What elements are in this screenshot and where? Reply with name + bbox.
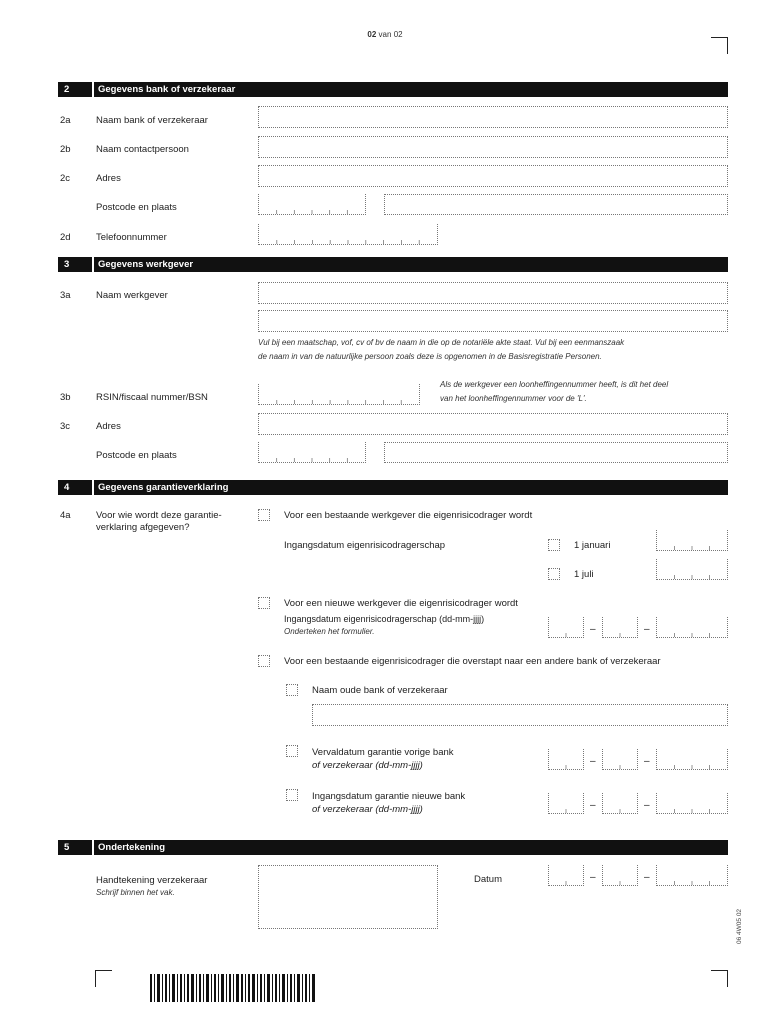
january-year-input[interactable]: [656, 530, 728, 551]
row-3a-label: Naam werkgever: [96, 290, 168, 301]
section-3-header: 3 Gegevens werkgever: [58, 257, 728, 272]
form-code: 06 4W05 02: [736, 908, 743, 944]
row-4a-number: 4a: [60, 510, 71, 521]
contact-person-input[interactable]: [258, 136, 728, 158]
employer-name-input-1[interactable]: [258, 282, 728, 304]
new-guarantee-label: Ingangsdatum garantie nieuwe bank of verzekeraar (dd-mm-jjjj): [312, 791, 466, 815]
january-checkbox[interactable]: [548, 539, 560, 551]
new-guarantee-year-input[interactable]: [656, 793, 728, 814]
row-2b-number: 2b: [60, 144, 71, 155]
section-2-header: 2 Gegevens bank of verzekeraar: [58, 82, 728, 97]
row-2a-number: 2a: [60, 115, 71, 126]
rsin-input[interactable]: [258, 384, 420, 405]
option-switch-bank-label: Voor een bestaande eigenrisicodrager die overstapt naar een andere bank of verzekeraar: [284, 656, 661, 667]
row-4a-question: Voor wie wordt deze garantie- verklaring afgegeven?: [96, 510, 222, 533]
new-employer-day-input[interactable]: [548, 617, 584, 638]
option-existing-employer-checkbox[interactable]: [258, 509, 270, 521]
employer-name-input-2[interactable]: [258, 310, 728, 332]
corner-mark-bottom-left: [95, 970, 112, 987]
phone-number-input[interactable]: [258, 224, 438, 245]
employer-city-input[interactable]: [384, 442, 728, 463]
employer-postcode-label: Postcode en plaats: [96, 450, 177, 461]
new-employer-month-input[interactable]: [602, 617, 638, 638]
row-2d-label: Telefoonnummer: [96, 232, 167, 243]
signature-year-input[interactable]: [656, 865, 728, 886]
row-3c-number: 3c: [60, 421, 71, 432]
option-new-employer-label: Voor een nieuwe werkgever die eigenrisicodrager wordt: [284, 598, 518, 609]
row-3b-label: RSIN/fiscaal nummer/BSN: [96, 392, 208, 403]
option-new-employer-checkbox[interactable]: [258, 597, 270, 609]
date-dash: –: [590, 756, 596, 767]
signature-box[interactable]: [258, 865, 438, 929]
bank-name-input[interactable]: [258, 106, 728, 128]
page-number: 02 van 02: [367, 30, 403, 39]
section-4-header: 4 Gegevens garantieverklaring: [58, 480, 728, 495]
row-2c-label: Adres: [96, 173, 121, 184]
date-dash: –: [590, 800, 596, 811]
date-label: Datum: [474, 874, 502, 885]
july-label: 1 juli: [574, 569, 594, 580]
bank-postcode-input[interactable]: [258, 194, 366, 215]
row-2c-number: 2c: [60, 173, 71, 184]
row-3b-number: 3b: [60, 392, 71, 403]
barcode-icon: [150, 974, 316, 1002]
expiry-month-input[interactable]: [602, 749, 638, 770]
old-bank-checkbox[interactable]: [286, 684, 298, 696]
corner-mark-bottom-right: [711, 970, 728, 987]
option-switch-bank-checkbox[interactable]: [258, 655, 270, 667]
new-guarantee-checkbox[interactable]: [286, 789, 298, 801]
employer-name-note: Vul bij een maatschap, vof, cv of bv de naam in die op de notariële akte staat. Vul bij een eenmanszaak de naam in van de natuurlijke persoon zoals deze is opgenomen in de Basisregistratie Personen.: [258, 338, 625, 361]
start-date-label: Ingangsdatum eigenrisicodragerschap: [284, 540, 446, 551]
signature-day-input[interactable]: [548, 865, 584, 886]
employer-postcode-input[interactable]: [258, 442, 366, 463]
row-2c-postcode-label: Postcode en plaats: [96, 202, 177, 213]
date-dash: –: [644, 756, 650, 767]
new-guarantee-month-input[interactable]: [602, 793, 638, 814]
row-2a-label: Naam bank of verzekeraar: [96, 115, 208, 126]
bank-city-input[interactable]: [384, 194, 728, 215]
signature-month-input[interactable]: [602, 865, 638, 886]
new-employer-date-label: Ingangsdatum eigenrisicodragerschap (dd-mm-jjjj): [284, 614, 485, 624]
new-employer-year-input[interactable]: [656, 617, 728, 638]
rsin-note: Als de werkgever een loonheffingennummer heeft, is dit het deel van het loonheffingennummer voor de 'L'.: [440, 380, 669, 403]
expiry-day-input[interactable]: [548, 749, 584, 770]
signature-label: Handtekening verzekeraar Schrijf binnen het vak.: [96, 875, 208, 897]
july-checkbox[interactable]: [548, 568, 560, 580]
row-3a-number: 3a: [60, 290, 71, 301]
date-dash: –: [590, 624, 596, 635]
new-guarantee-day-input[interactable]: [548, 793, 584, 814]
date-dash: –: [644, 800, 650, 811]
row-2d-number: 2d: [60, 232, 71, 243]
old-bank-name-input[interactable]: [312, 704, 728, 726]
expiry-date-label: Vervaldatum garantie vorige bank of verzekeraar (dd-mm-jjjj): [312, 747, 454, 771]
january-label: 1 januari: [574, 540, 611, 551]
sign-form-note: Onderteken het formulier.: [284, 627, 375, 636]
july-year-input[interactable]: [656, 559, 728, 580]
option-existing-employer-label: Voor een bestaande werkgever die eigenrisicodrager wordt: [284, 510, 533, 521]
date-dash: –: [644, 624, 650, 635]
row-3c-label: Adres: [96, 421, 121, 432]
expiry-year-input[interactable]: [656, 749, 728, 770]
row-2b-label: Naam contactpersoon: [96, 144, 189, 155]
corner-mark-top-right: [711, 37, 728, 54]
bank-address-input[interactable]: [258, 165, 728, 187]
section-5-header: 5 Ondertekening: [58, 840, 728, 855]
date-dash: –: [590, 872, 596, 883]
employer-address-input[interactable]: [258, 413, 728, 435]
date-dash: –: [644, 872, 650, 883]
old-bank-label: Naam oude bank of verzekeraar: [312, 685, 448, 696]
expiry-date-checkbox[interactable]: [286, 745, 298, 757]
